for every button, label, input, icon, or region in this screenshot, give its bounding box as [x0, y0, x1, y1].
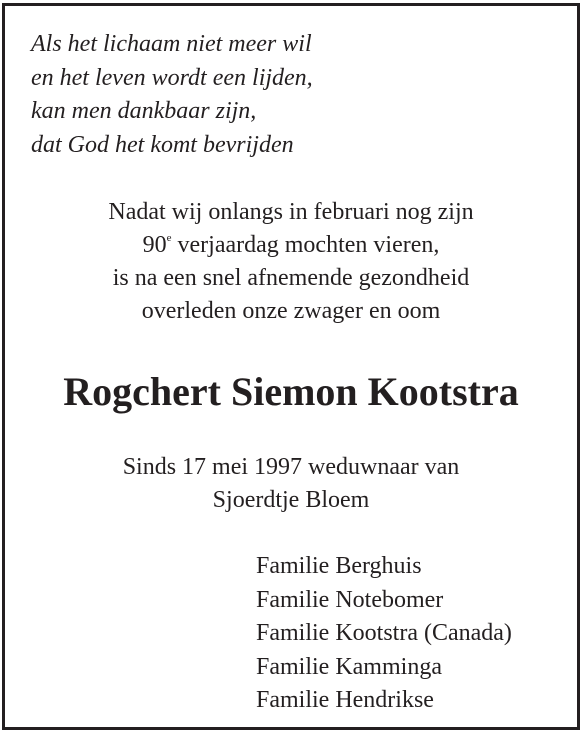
widower-text — [5, 451, 577, 517]
spouse-name: Sjoerdtje Bloem — [212, 487, 370, 513]
family-item: Familie Kootstra (Canada) — [256, 620, 512, 646]
poem-line: dat God het komt bevrijden — [31, 131, 294, 158]
family-item: Familie Kamminga — [256, 653, 442, 680]
widower-line: Sinds 17 mei 1997 weduwnaar van — [122, 454, 460, 480]
poem — [31, 28, 313, 162]
family-list — [256, 550, 512, 718]
family-item: Familie Hendrikse — [256, 687, 434, 713]
family-item: Familie Notebomer — [256, 586, 444, 613]
poem-line: kan men dankbaar zijn, — [31, 98, 257, 124]
intro-line: is na een snel afnemende gezondheid — [112, 265, 470, 291]
intro-line: overleden onze zwager en oom — [141, 298, 441, 324]
poem-line: Als het lichaam niet meer wil — [31, 31, 312, 57]
intro-line-birthday — [5, 229, 577, 262]
family-item: Familie Berghuis — [256, 553, 422, 579]
ordinal-suffix: e — [166, 232, 172, 244]
intro-text — [5, 196, 577, 328]
death-notice — [2, 3, 580, 730]
birthday-number: 90 — [142, 232, 167, 258]
poem-line: en het leven wordt een lijden, — [31, 64, 313, 91]
intro-line-rest: verjaardag mochten vieren, — [171, 232, 440, 258]
deceased-name: Rogchert Siemon Kootstra — [63, 369, 519, 414]
intro-line: Nadat wij onlangs in februari nog zijn — [108, 199, 474, 225]
